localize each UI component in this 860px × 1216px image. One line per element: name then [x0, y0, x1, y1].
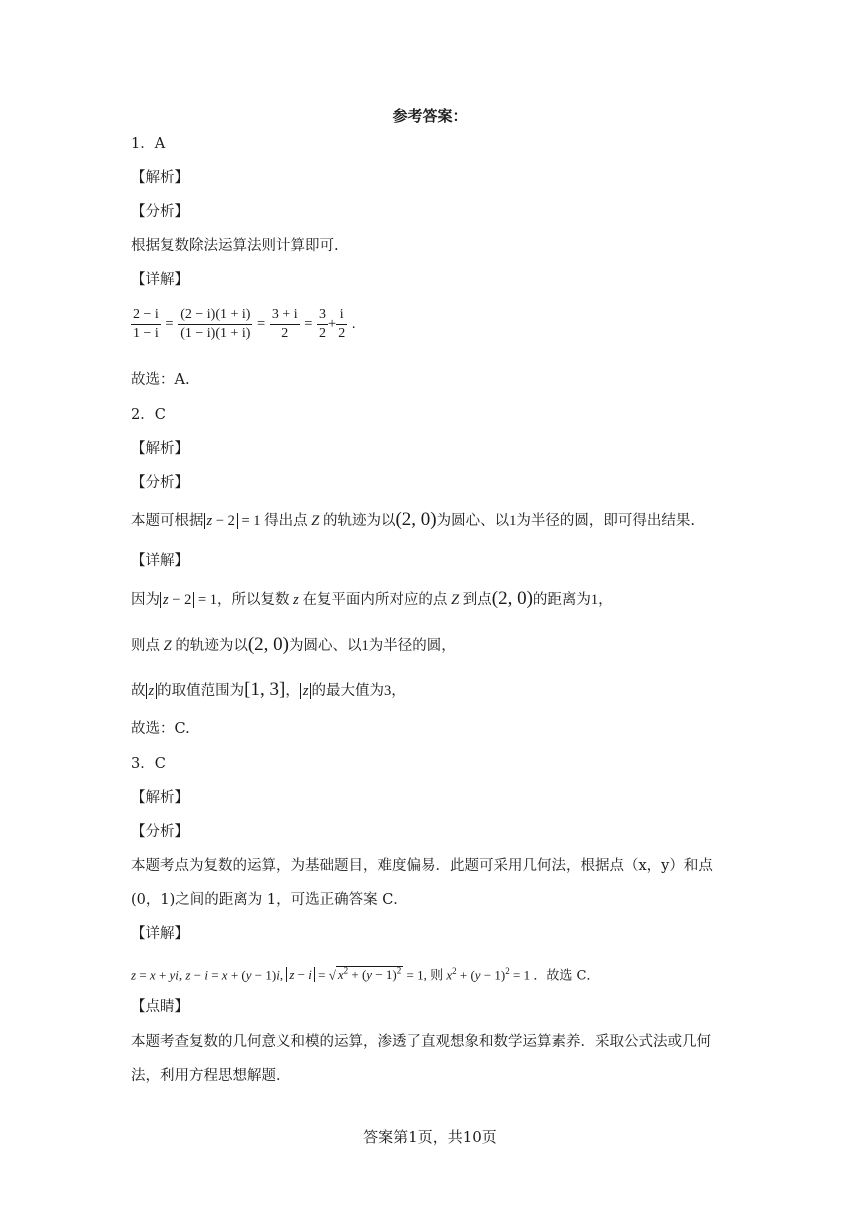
q3-fenxi-line2: (0，1)之间的距离为 1，可选正确答案 C． — [131, 892, 408, 908]
q1-fenxi-text: 根据复数除法运算法则计算即可. — [131, 238, 339, 254]
q2-jiexi-label: 【解析】 — [131, 441, 189, 457]
q3-dianjing-line1: 本题考查复数的几何意义和模的运算，渗透了直观想象和数学运算素养．采取公式法或几何 — [131, 1034, 711, 1050]
q2-number: 2．C — [131, 407, 166, 423]
q2-xiangjie-label: 【详解】 — [131, 553, 189, 569]
q1-conclusion: 故选：A. — [131, 372, 190, 388]
q3-jiexi-label: 【解析】 — [131, 790, 189, 806]
q3-fenxi-line1: 本题考点为复数的运算，为基础题目，难度偏易．此题可采用几何法，根据点（x，y）和点 — [131, 858, 713, 874]
q3-xiangjie-label: 【详解】 — [131, 926, 189, 942]
q1-jiexi-label: 【解析】 — [131, 170, 189, 186]
q2-detail-line2: 则点 Z 的轨迹为以(2, 0)为圆心、以1为半径的圆， — [131, 634, 456, 655]
page-footer: 答案第1页，共10页 — [363, 1128, 497, 1146]
q1-fenxi-label: 【分析】 — [131, 204, 189, 220]
q2-fenxi-text: 本题可根据 z − 2 = 1 得出点 Z 的轨迹为以(2, 0)为圆心、以1为半径的圆，即可得出结果. — [131, 509, 695, 530]
q1-formula: $\frac{2 - i}{1 - i}$ = $\frac{(2 - i)(1 + i)}{(1 - i)(1 + i)}$ = $\frac{3 + i}{2}$ = $\frac{3}{2}$ + $\frac{i}{2}$ . — [133, 306, 356, 341]
q3-dianjing-line2: 法，利用方程思想解题． — [131, 1068, 291, 1084]
q2-fenxi-label: 【分析】 — [131, 475, 189, 491]
q2-detail-line1: 因为 z − 2 = 1，所以复数 z 在复平面内所对应的点 Z 到点(2, 0)的距离为1， — [131, 588, 613, 609]
q1-number: 1．A — [131, 136, 166, 152]
q3-detail-formula: z = x + yi, z − i = x + (y − 1)i, z − i = √ $x^2 + (y - 1)^2 = 1$, 则 $x^2 + (y - 1)^2 = 1$ ．故选 C． — [131, 966, 600, 984]
q2-conclusion: 故选：C. — [131, 721, 190, 737]
page-title: 参考答案： — [392, 107, 468, 125]
q3-number: 3．C — [131, 756, 166, 772]
q1-xiangjie-label: 【详解】 — [131, 272, 189, 288]
q3-dianjing-label: 【点睛】 — [131, 999, 189, 1015]
q2-detail-line3: 故 z 的取值范围为[1, 3]， z 的最大值为3， — [131, 679, 406, 700]
q3-fenxi-label: 【分析】 — [131, 824, 189, 840]
